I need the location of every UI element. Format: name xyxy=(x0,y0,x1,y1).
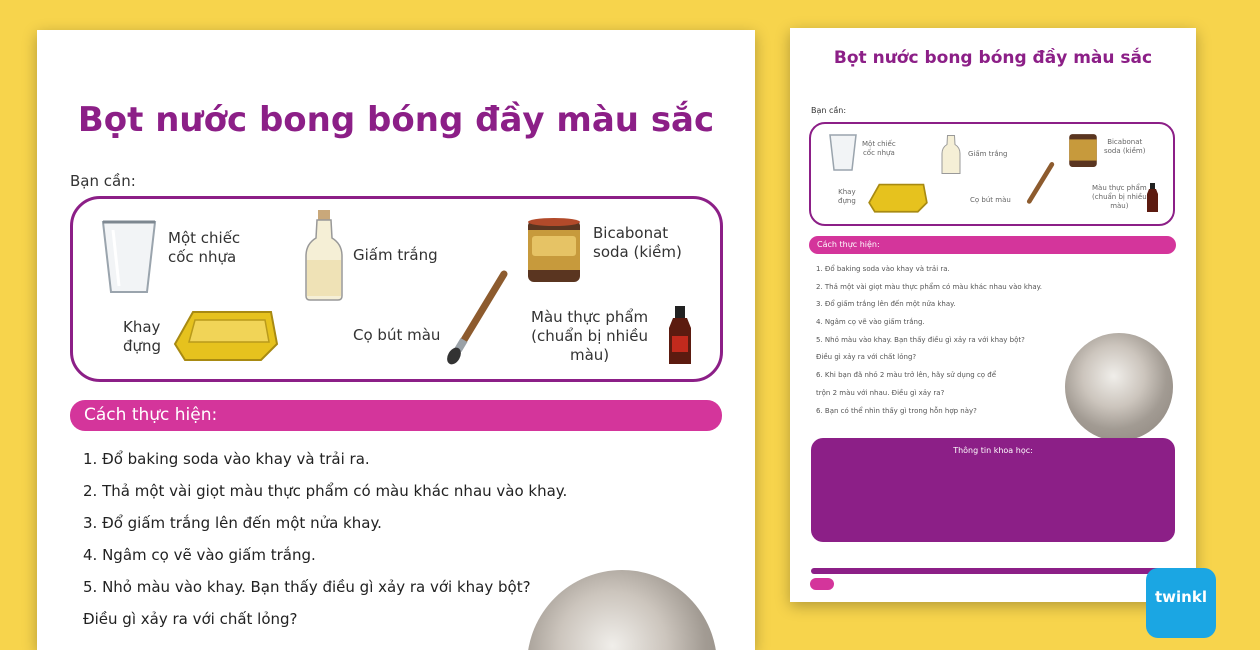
worksheet-preview xyxy=(790,28,1196,602)
material-label: Cọ bút màu xyxy=(970,196,1011,204)
list-item: 1. Đổ baking soda vào khay và trải ra. xyxy=(83,450,370,468)
materials-heading: Bạn cần: xyxy=(811,106,847,115)
material-label: Khay đựng xyxy=(123,318,162,355)
cup-icon xyxy=(99,216,159,296)
materials-heading: Bạn cần: xyxy=(70,172,136,190)
list-item: 3. Đổ giấm trắng lên đến một nửa khay. xyxy=(816,300,956,309)
paintbrush-icon xyxy=(1020,162,1056,212)
logo-text: twinkl xyxy=(1155,588,1207,606)
soda-tin-icon xyxy=(526,216,582,284)
material-label: Giấm trắng xyxy=(353,246,438,264)
list-item: 1. Đổ baking soda vào khay và trải ra. xyxy=(816,265,950,273)
list-item: 6. Khi bạn đã nhỏ 2 màu trở lên, hãy sử dụng cọ để xyxy=(816,371,997,380)
list-item: 6. Bạn có thể nhìn thấy gì trong hỗn hợp này? xyxy=(816,406,977,415)
list-item: 4. Ngâm cọ vẽ vào giấm trắng. xyxy=(83,546,316,564)
cup-icon xyxy=(828,132,858,172)
vinegar-bottle-icon xyxy=(941,128,961,178)
material-label: Màu thực phẩm (chuẩn bị nhiều màu) xyxy=(1092,184,1147,210)
material-label: Màu thực phẩm (chuẩn bị nhiều màu) xyxy=(531,308,649,364)
list-item: 2. Thả một vài giọt màu thực phẩm có màu khác nhau vào khay. xyxy=(816,282,1043,291)
worksheet-title: Bọt nước bong bóng đầy màu sắc xyxy=(833,48,1153,68)
list-item: 2. Thả một vài giọt màu thực phẩm có màu khác nhau vào khay. xyxy=(83,482,568,500)
footer-bar xyxy=(811,568,1175,574)
worksheet-title: Bọt nước bong bóng đầy màu sắc xyxy=(77,100,715,140)
tray-icon xyxy=(868,180,928,214)
list-item: 3. Đổ giấm trắng lên đến một nửa khay. xyxy=(83,514,382,532)
experiment-photo xyxy=(1065,333,1173,441)
material-label: Một chiếc cốc nhựa xyxy=(862,140,896,157)
material-label: Bicabonat soda (kiềm) xyxy=(1104,138,1146,155)
list-item: Điều gì xảy ra với chất lỏng? xyxy=(83,610,298,628)
brand-logo-small xyxy=(810,578,834,590)
list-item: 5. Nhỏ màu vào khay. Bạn thấy điều gì xảy ra với khay bột? xyxy=(816,335,1025,344)
food-coloring-icon xyxy=(1146,182,1159,213)
paintbrush-icon xyxy=(442,270,512,366)
list-item: 4. Ngâm cọ vẽ vào giấm trắng. xyxy=(816,318,925,327)
list-item: Điều gì xảy ra với chất lỏng? xyxy=(816,353,917,362)
method-heading: Cách thực hiện: xyxy=(70,400,722,431)
vinegar-bottle-icon xyxy=(304,208,344,302)
list-item: 5. Nhỏ màu vào khay. Bạn thấy điều gì xảy ra với khay bột? xyxy=(83,578,531,596)
steps-list xyxy=(816,263,1056,422)
material-label: Cọ bút màu xyxy=(353,326,441,344)
info-title: Thông tin khoa học: xyxy=(953,446,1033,455)
science-info-box xyxy=(811,438,1175,542)
material-label: Khay đựng xyxy=(838,188,856,205)
material-label: Một chiếc cốc nhựa xyxy=(168,229,241,266)
method-heading: Cách thực hiện: xyxy=(809,236,1176,254)
worksheet-main xyxy=(37,30,755,650)
material-label: Bicabonat soda (kiềm) xyxy=(593,224,682,261)
soda-tin-icon xyxy=(1068,132,1098,168)
tray-icon xyxy=(173,306,279,362)
twinkl-logo xyxy=(1146,568,1216,638)
material-label: Giấm trắng xyxy=(968,150,1008,158)
list-item: trộn 2 màu với nhau. Điều gì xảy ra? xyxy=(816,388,945,397)
food-coloring-icon xyxy=(667,304,693,366)
